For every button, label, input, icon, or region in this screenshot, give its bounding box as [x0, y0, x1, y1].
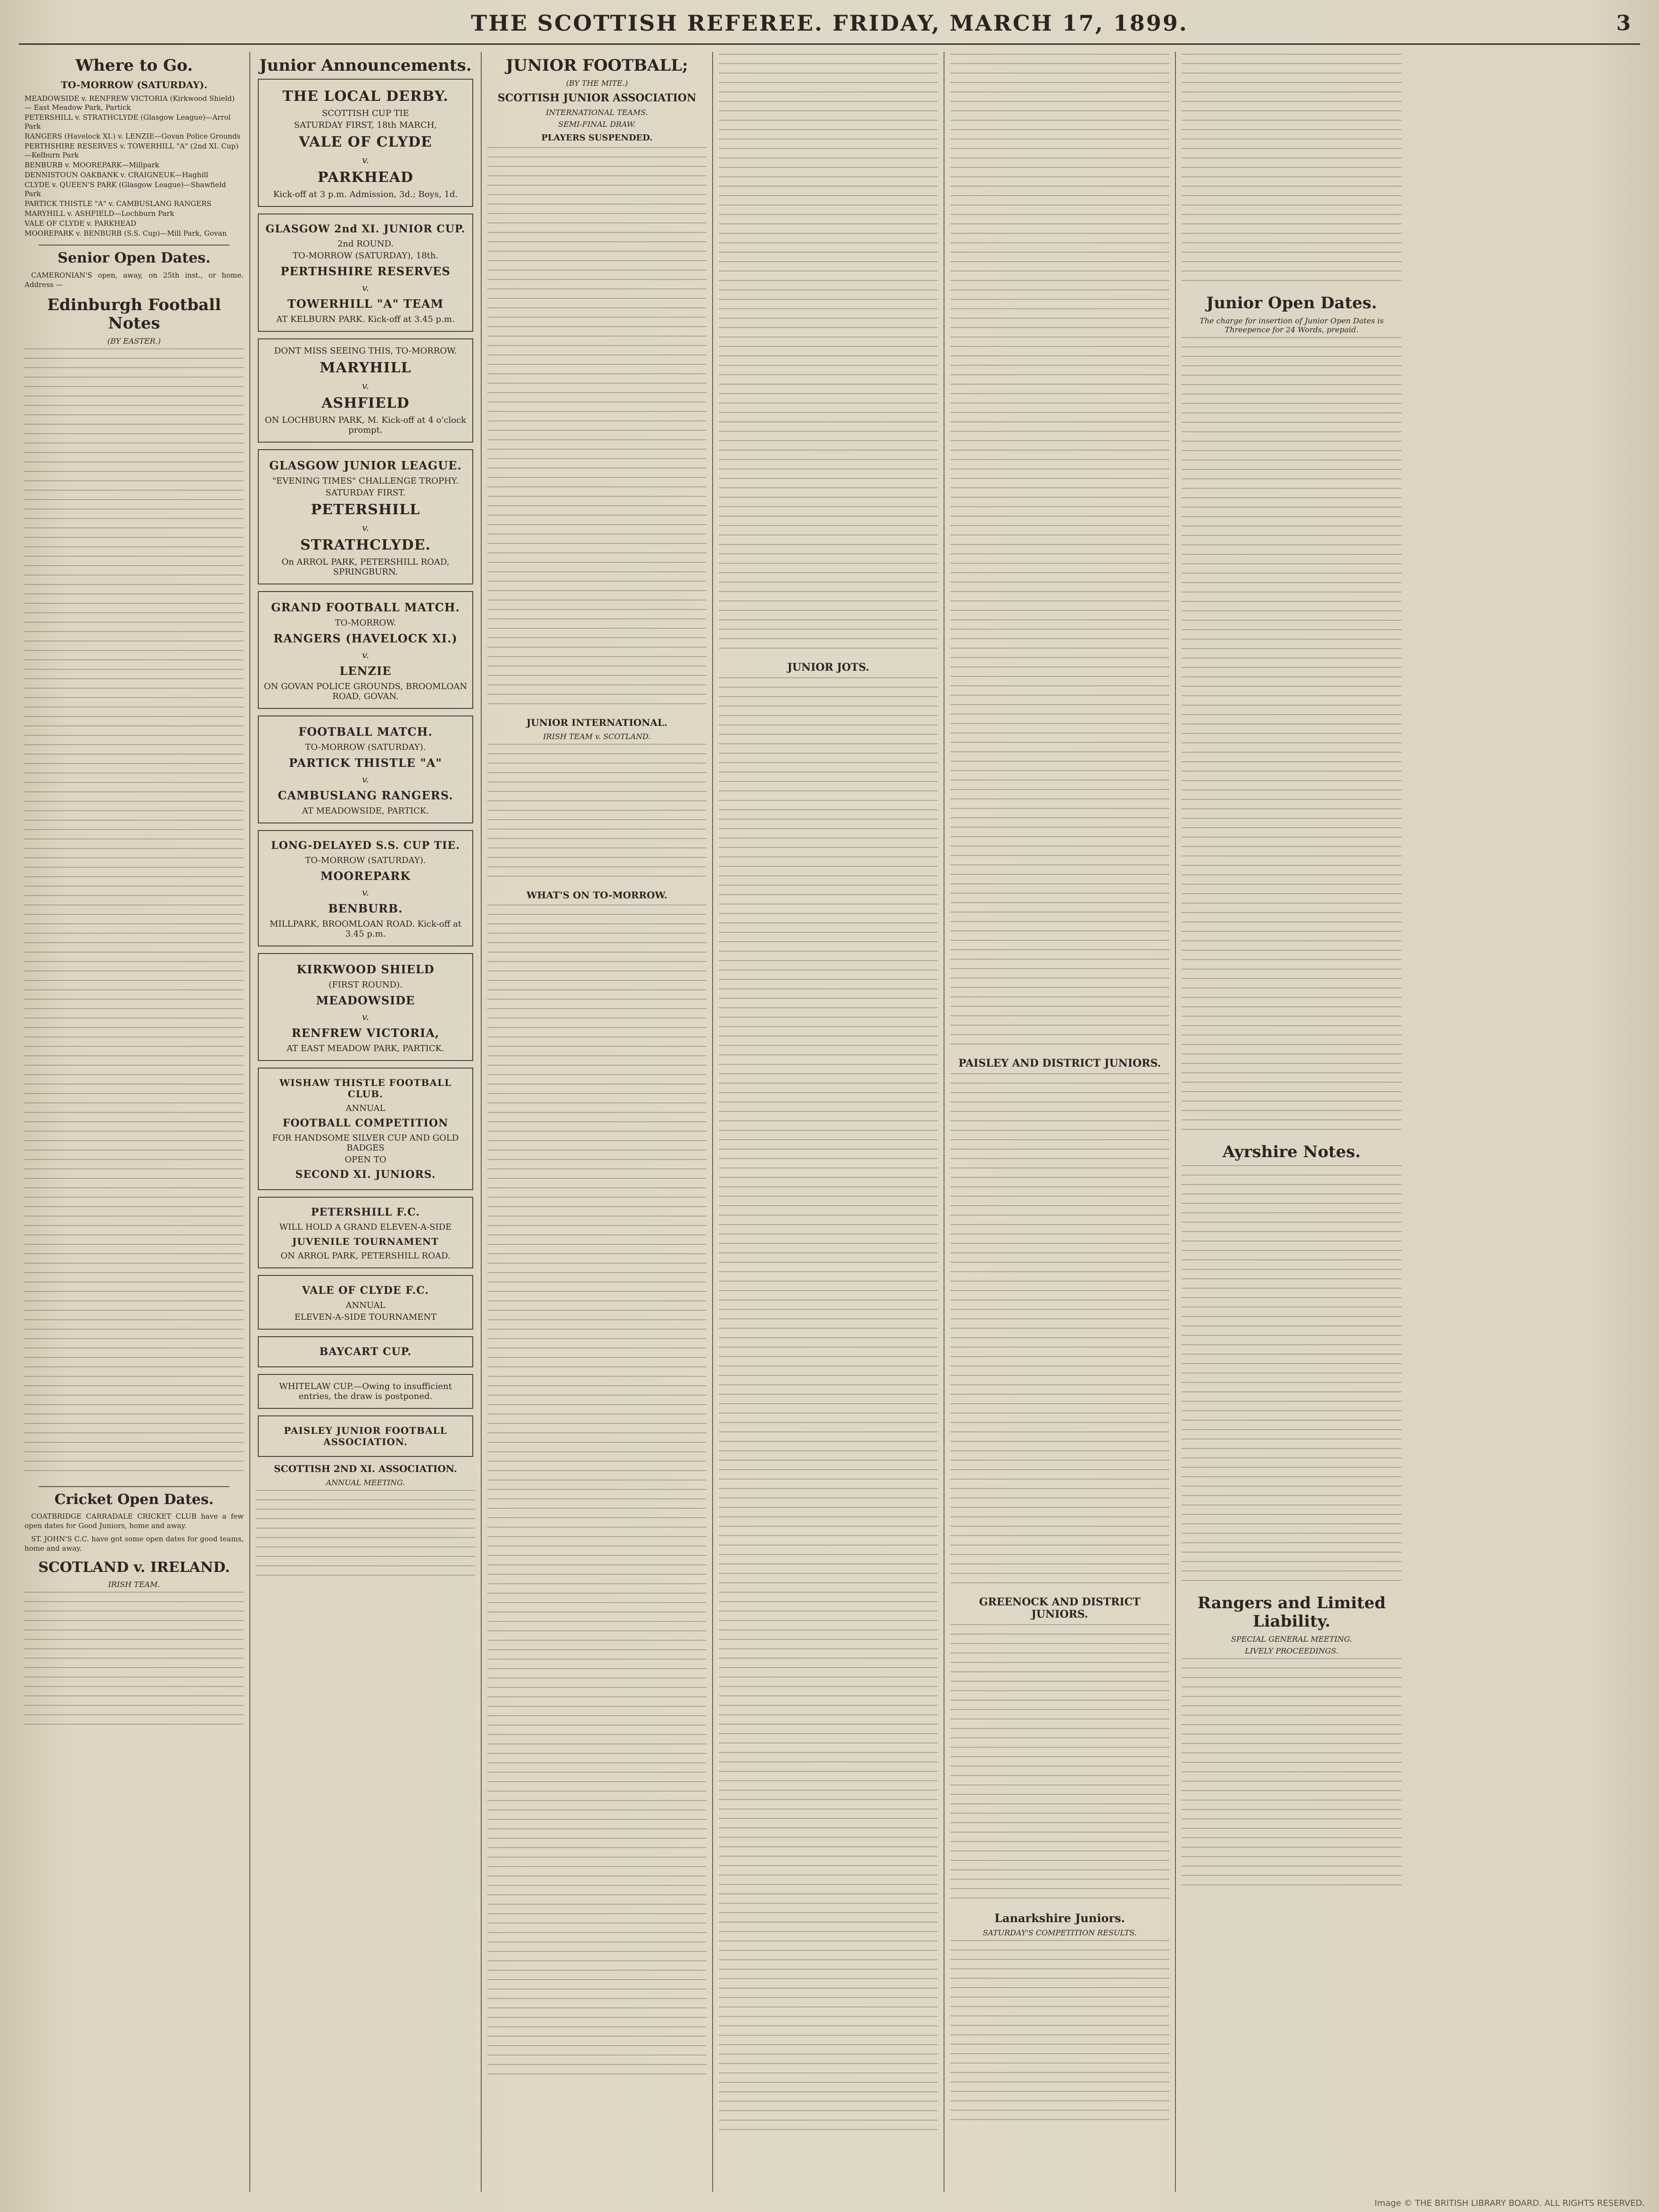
lanarkshire-sub: SATURDAY'S COMPETITION RESULTS. [983, 1928, 1137, 1938]
section-heading: JUNIOR INTERNATIONAL. [526, 717, 668, 729]
article-body [25, 348, 244, 1480]
wishaw-ad [258, 1068, 473, 1190]
rangers-sub: SPECIAL GENERAL MEETING. [1231, 1635, 1352, 1644]
article-body [950, 1073, 1169, 1592]
ad-team: MOOREPARK [320, 869, 411, 883]
ad-vs: v. [361, 380, 370, 392]
ad-foot: AT KELBURN PARK. Kick-off at 3.45 p.m. [276, 314, 455, 325]
article-body [950, 54, 1169, 1053]
announcement-ad [258, 214, 473, 332]
article-body [1182, 337, 1402, 1138]
list-item: MARYHILL v. ASHFIELD—Lochburn Park [25, 209, 174, 218]
edinburgh-heading: Edinburgh Football Notes [47, 295, 222, 333]
petershill-ad [258, 1197, 473, 1268]
ad-title: GLASGOW 2nd XI. JUNIOR CUP. [265, 223, 466, 236]
article-body [950, 1624, 1169, 1907]
list-item: VALE OF CLYDE v. PARKHEAD [25, 219, 137, 228]
ad-line: JUVENILE TOURNAMENT [292, 1236, 439, 1248]
ad-line: OPEN TO [345, 1155, 386, 1165]
list-item: MOOREPARK v. BENBURB (S.S. Cup)—Mill Park, Govan [25, 229, 227, 238]
list-item: BENBURB v. MOOREPARK—Millpark [25, 161, 159, 170]
ad-line: TO-MORROW (SATURDAY), 18th. [292, 251, 439, 261]
divider [39, 1486, 230, 1487]
article-body [487, 744, 706, 885]
announcement-ad [258, 830, 473, 946]
ad-title: PAISLEY JUNIOR FOOTBALL ASSOCIATION. [284, 1425, 447, 1448]
ad-line: WILL HOLD A GRAND ELEVEN-A-SIDE [279, 1222, 452, 1233]
column-3 [482, 52, 713, 2192]
ad-team: RANGERS (HAVELOCK XI.) [273, 632, 458, 646]
junior-open-sub: The charge for insertion of Junior Open Dates is Threepence for 24 Words, prepaid. [1199, 316, 1384, 335]
ad-line: ANNUAL [345, 1300, 386, 1311]
ad-title: PETERSHILL F.C. [311, 1206, 420, 1219]
ad-foot: ON GOVAN POLICE GROUNDS, BROOMLOAN ROAD, GOVAN. [263, 682, 468, 702]
ad-team: PERTHSHIRE RESERVES [280, 264, 451, 279]
ad-line: (FIRST ROUND). [329, 980, 402, 990]
ad-team: MARYHILL [320, 360, 411, 377]
announcement-ad [258, 79, 473, 207]
list-item: PERTHSHIRE RESERVES v. TOWERHILL "A" (2nd XI. Cup)—Kelburn Park [25, 142, 238, 160]
article-body [719, 677, 938, 2138]
ad-foot: ON LOCHBURN PARK, M. Kick-off at 4 o'clock prompt. [264, 415, 467, 436]
scottish-2nd-sub: ANNUAL MEETING. [326, 1478, 405, 1488]
rangers-sub: LIVELY PROCEEDINGS. [1245, 1646, 1339, 1656]
list-item: PETERSHILL v. STRATHCLYDE (Glasgow League)—Arrol Park [25, 113, 231, 131]
section-heading: WHAT'S ON TO-MORROW. [526, 889, 667, 901]
column-4 [713, 52, 944, 2192]
masthead [19, 7, 1640, 40]
edinburgh-section [25, 296, 244, 1480]
ad-vs: v. [361, 154, 370, 166]
ad-title: KIRKWOOD SHIELD [296, 962, 435, 977]
ad-line: FOR HANDSOME SILVER CUP AND GOLD BADGES [272, 1133, 459, 1153]
ad-line: 2nd ROUND. [337, 239, 394, 249]
page-number: 3 [1616, 11, 1631, 35]
ad-title: DONT MISS SEEING THIS, TO-MORROW. [274, 346, 457, 356]
ad-title: GLASGOW JUNIOR LEAGUE. [269, 459, 462, 473]
cricket-section [25, 1492, 244, 1554]
ad-foot: MILLPARK, BROOMLOAN ROAD. Kick-off at 3.45 p.m. [269, 919, 462, 939]
ad-team: PARKHEAD [317, 169, 414, 186]
ayrshire-heading: Ayrshire Notes. [1223, 1143, 1361, 1162]
announcement-ad [258, 591, 473, 709]
column-5 [944, 52, 1176, 2192]
junior-football-heading: JUNIOR FOOTBALL; [506, 56, 688, 75]
ad-vs: v. [361, 522, 370, 534]
announcement-ad [258, 953, 473, 1061]
column-6 [1176, 52, 1407, 2192]
ad-foot: AT EAST MEADOW PARK, PARTICK. [287, 1044, 444, 1054]
scotland-ireland-heading: SCOTLAND v. IRELAND. [38, 1559, 230, 1576]
list-item: MEADOWSIDE v. RENFREW VICTORIA (Kirkwood Shield) — East Meadow Park, Partick [25, 94, 235, 112]
ad-vs: v. [361, 887, 370, 898]
masthead-title: THE SCOTTISH REFEREE. FRIDAY, MARCH 17, 1899. [471, 10, 1188, 36]
rangers-heading: Rangers and Limited Liability. [1197, 1594, 1386, 1631]
ad-team: STRATHCLYDE. [300, 537, 431, 554]
list-item: CLYDE v. QUEEN'S PARK (Glasgow League)—Shawfield Park [25, 181, 226, 198]
divider [39, 245, 230, 246]
ad-team: LENZIE [339, 664, 392, 678]
ad-team: MEADOWSIDE [316, 994, 415, 1008]
article-body [487, 147, 706, 713]
ad-team: TOWERHILL "A" TEAM [287, 297, 444, 311]
ad-line: SATURDAY FIRST. [325, 488, 406, 498]
list-item: PARTICK THISTLE "A" v. CAMBUSLANG RANGERS [25, 199, 212, 208]
ad-vs: v. [361, 282, 370, 294]
list-item: RANGERS (Havelock XI.) v. LENZIE—Govan Police Grounds [25, 132, 241, 141]
paisley-ad [258, 1415, 473, 1457]
ad-team: PARTICK THISTLE "A" [289, 756, 442, 770]
ad-foot: On ARROL PARK, PETERSHILL ROAD, SPRINGBURN. [281, 557, 450, 577]
ad-vs: v. [361, 773, 370, 785]
masthead-rule [19, 43, 1640, 45]
vale-ad [258, 1275, 473, 1330]
ad-line: SATURDAY FIRST, 18th MARCH, [294, 120, 437, 131]
ad-line: TO-MORROW (SATURDAY). [305, 742, 426, 753]
ad-title: THE LOCAL DERBY. [282, 88, 449, 105]
ad-foot: AT MEADOWSIDE, PARTICK. [302, 806, 429, 816]
ad-vs: v. [361, 1011, 370, 1023]
ad-line: ELEVEN-A-SIDE TOURNAMENT [294, 1312, 437, 1323]
announcement-ad [258, 338, 473, 443]
article-body [1182, 1658, 1402, 1894]
ad-team: VALE OF CLYDE [299, 134, 432, 151]
article-body [256, 1490, 475, 1584]
column-2 [250, 52, 482, 2192]
scotland-ireland-sub: IRISH TEAM. [108, 1579, 160, 1589]
ad-title: BAYCART CUP. [319, 1346, 412, 1358]
announcement-ad [258, 715, 473, 823]
article-body [719, 54, 938, 657]
list-item: DENNISTOUN OAKBANK v. CRAIGNEUK—Haghill [25, 171, 208, 180]
ad-title: FOOTBALL MATCH. [298, 725, 433, 739]
paisley-heading: PAISLEY AND DISTRICT JUNIORS. [958, 1057, 1161, 1069]
junior-announcements-heading: Junior Announcements. [259, 56, 472, 75]
announcement-ad [258, 449, 473, 584]
ad-team: PETERSHILL [311, 502, 420, 518]
ad-line: FOOTBALL COMPETITION [282, 1117, 449, 1130]
senior-open-heading: Senior Open Dates. [57, 250, 211, 267]
senior-open-text: CAMERONIAN'S open, away, on 25th inst., or home. Address — [25, 271, 244, 289]
ad-line: SECOND XI. JUNIORS. [295, 1168, 436, 1181]
article-body [1182, 54, 1402, 289]
ad-line: "EVENING TIMES" CHALLENGE TROPHY. [272, 476, 459, 486]
section-sub: SEMI-FINAL DRAW. [558, 120, 636, 129]
article-body [25, 1592, 244, 1733]
ad-line: ON ARROL PARK, PETERSHILL ROAD. [280, 1251, 451, 1261]
ad-line: TO-MORROW. [335, 618, 396, 628]
section-sub: IRISH TEAM v. SCOTLAND. [543, 732, 651, 741]
section-heading: PLAYERS SUSPENDED. [541, 133, 653, 143]
ad-title: GRAND FOOTBALL MATCH. [271, 600, 460, 615]
ad-title: WISHAW THISTLE FOOTBALL CLUB. [279, 1077, 452, 1100]
ad-team: CAMBUSLANG RANGERS. [278, 789, 453, 803]
ad-foot: Kick-off at 3 p.m. Admission, 3d.; Boys, 1d. [273, 189, 458, 200]
greenock-heading: GREENOCK AND DISTRICT JUNIORS. [979, 1596, 1141, 1620]
ad-line: ANNUAL [345, 1103, 386, 1114]
junior-jots-heading: JUNIOR JOTS. [787, 661, 870, 674]
ad-vs: v. [361, 649, 370, 661]
article-body [1182, 1165, 1402, 1589]
image-credit: Image © THE BRITISH LIBRARY BOARD. ALL RIGHTS RESERVED. [1374, 2198, 1645, 2208]
senior-open-section [25, 250, 244, 289]
ad-title: LONG-DELAYED S.S. CUP TIE. [271, 839, 460, 852]
ad-line: TO-MORROW (SATURDAY). [305, 855, 426, 866]
edinburgh-byline: (BY EASTER.) [107, 336, 161, 345]
scotland-ireland-section [25, 1560, 244, 1733]
cricket-heading: Cricket Open Dates. [54, 1491, 214, 1508]
ad-team: BENBURB. [328, 902, 403, 916]
ad-team: ASHFIELD [321, 395, 410, 412]
ad-team: RENFREW VICTORIA, [291, 1026, 440, 1040]
section-heading: SCOTTISH JUNIOR ASSOCIATION [497, 92, 697, 105]
column-1 [19, 52, 250, 2192]
list-item: COATBRIDGE CARRADALE CRICKET CLUB have a few open dates for Good Juniors, home and away. [25, 1512, 244, 1530]
columns [19, 52, 1640, 2192]
junior-open-heading: Junior Open Dates. [1206, 294, 1377, 312]
junior-football-byline: (BY THE MITE.) [566, 79, 628, 88]
article-body [950, 1940, 1169, 2129]
whitelaw-ad [258, 1374, 473, 1409]
where-to-go-subheading: TO-MORROW (SATURDAY). [61, 79, 207, 91]
lanarkshire-heading: Lanarkshire Juniors. [994, 1911, 1125, 1925]
article-body [487, 905, 706, 2083]
list-item: ST. JOHN'S C.C. have got some open dates for good teams, home and away. [25, 1535, 244, 1553]
scottish-2nd-heading: SCOTTISH 2ND XI. ASSOCIATION. [274, 1463, 457, 1475]
ad-line: SCOTTISH CUP TIE [321, 108, 410, 119]
where-to-go-section [25, 57, 244, 238]
ad-title: VALE OF CLYDE F.C. [302, 1284, 429, 1297]
ad-title: WHITELAW CUP.—Owing to insufficient entries, the draw is postponed. [279, 1381, 452, 1402]
baycart-ad [258, 1336, 473, 1367]
section-sub: INTERNATIONAL TEAMS. [546, 108, 648, 117]
where-to-go-heading: Where to Go. [75, 56, 193, 75]
